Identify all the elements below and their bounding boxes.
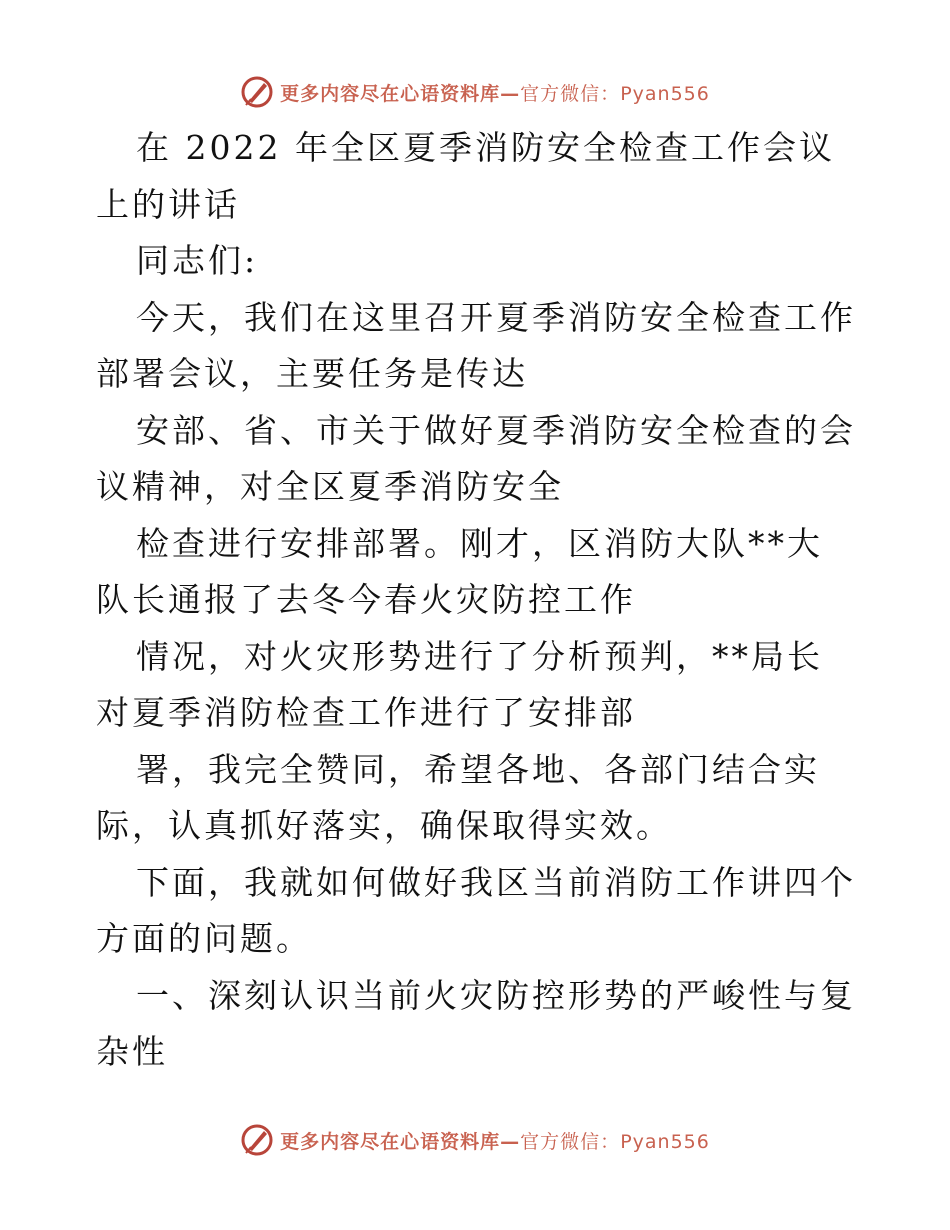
document-body [96, 120, 856, 1081]
watermark-text: 更多内容尽在心语资料库—官方微信：Pyan556 [280, 82, 710, 105]
header-watermark [0, 72, 950, 112]
body-paragraph: 署，我完全赞同，希望各地、各部门结合实际，认真抓好落实，确保取得实效。 [96, 749, 820, 845]
quill-logo-icon [240, 1123, 274, 1157]
body-paragraph: 情况，对火灾形势进行了分析预判，**局长对夏季消防检查工作进行了安排部 [96, 636, 823, 732]
body-paragraph: 今天，我们在这里召开夏季消防安全检查工作部署会议，主要任务是传达 [96, 297, 856, 393]
footer-watermark [0, 1120, 950, 1160]
quill-logo-icon [240, 75, 274, 109]
section-heading: 一、深刻认识当前火灾防控形势的严峻性与复杂性 [96, 975, 856, 1071]
watermark-text: 更多内容尽在心语资料库—官方微信：Pyan556 [280, 1130, 710, 1153]
salutation-paragraph: 同志们: [136, 241, 259, 280]
body-paragraph: 安部、省、市关于做好夏季消防安全检查的会议精神，对全区夏季消防安全 [96, 410, 856, 506]
body-paragraph: 下面，我就如何做好我区当前消防工作讲四个方面的问题。 [96, 862, 856, 958]
body-paragraph: 检查进行安排部署。刚才，区消防大队**大队长通报了去冬今春火灾防控工作 [96, 523, 823, 619]
title-paragraph: 在 2022 年全区夏季消防安全检查工作会议上的讲话 [96, 128, 835, 224]
